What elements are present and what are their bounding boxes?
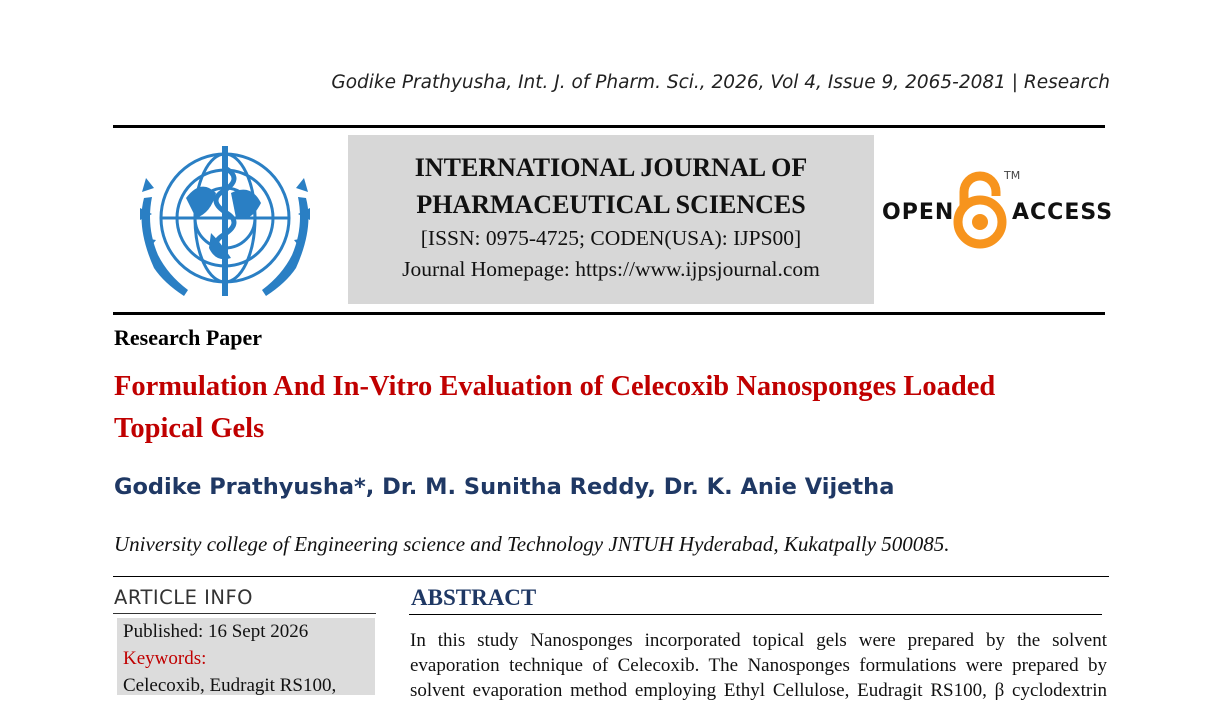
keywords-label: Keywords: (123, 648, 207, 669)
author-affiliation: University college of Engineering science and Technology JNTUH Hyderabad, Kukatpally 500085. (114, 532, 950, 556)
abstract-underline (409, 614, 1102, 615)
abstract-line: solvent evaporation method employing Ethyl Cellulose, Eudragit RS100, β cyclodextrin (410, 680, 1107, 701)
journal-masthead (348, 135, 874, 304)
published-date: Published: 16 Sept 2026 (123, 621, 309, 642)
article-info-underline (113, 613, 376, 614)
journal-name-line1: INTERNATIONAL JOURNAL OF (414, 153, 808, 182)
article-info-heading: ARTICLE INFO (114, 586, 254, 609)
who-emblem-icon (126, 138, 324, 304)
author-list: Godike Prathyusha*, Dr. M. Sunitha Reddy, Dr. K. Anie Vijetha (114, 474, 895, 500)
paper-title (114, 366, 1114, 450)
journal-issn: [ISSN: 0975-4725; CODEN(USA): IJPS00] (420, 226, 802, 250)
paper-type-label: Research Paper (114, 325, 263, 350)
abstract-text (410, 628, 1107, 703)
open-access-word-access: ACCESS (1012, 200, 1114, 225)
paper-title-line1: Formulation And In-Vitro Evaluation of Celecoxib Nanosponges Loaded (114, 371, 996, 402)
journal-name-line2: PHARMACEUTICAL SCIENCES (416, 190, 806, 219)
journal-homepage-link[interactable]: Journal Homepage: https://www.ijpsjournal.com (402, 257, 820, 281)
running-head: Godike Prathyusha, Int. J. of Pharm. Sci., 2026, Vol 4, Issue 9, 2065-2081 | Research (331, 72, 1110, 93)
abstract-heading: ABSTRACT (411, 585, 537, 610)
open-access-word-open: OPEN (882, 200, 955, 225)
paper-title-line2: Topical Gels (114, 413, 265, 444)
article-info-box (117, 618, 375, 695)
abstract-line: evaporation technique of Celecoxib. The Nanosponges formulations were prepared by (410, 655, 1107, 676)
keywords-list: Celecoxib, Eudragit RS100, (123, 675, 337, 696)
header-top-rule (113, 125, 1105, 128)
abstract-line: In this study Nanosponges incorporated topical gels were prepared by the solvent (410, 630, 1107, 651)
trademark-mark: TM (1004, 169, 1021, 182)
header-bottom-rule (113, 312, 1105, 315)
section-divider (113, 576, 1109, 577)
